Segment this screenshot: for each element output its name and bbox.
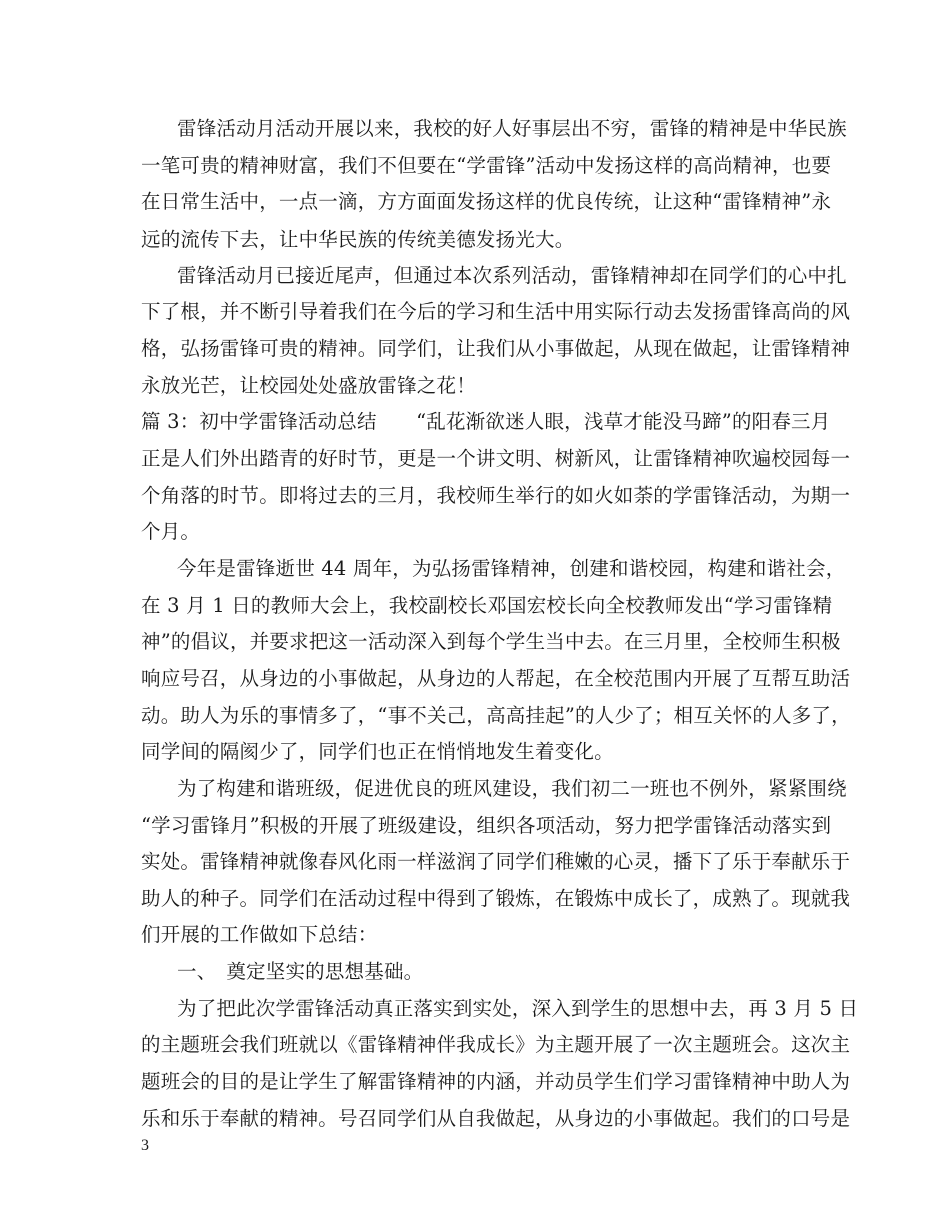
text-line: 同学间的隔阂少了，同学们也正在悄悄地发生着变化。 [141,740,614,763]
text-line: 远的流传下去，让中华民族的传统美德发扬光大。 [141,228,575,251]
text-line: 正是人们外出踏青的好时节，更是一个讲文明、树新风，让雷锋精神吹遍校园每一 [141,447,851,470]
text-line: 助人的种子。同学们在活动过程中得到了锻炼，在锻炼中成长了，成熟了。现就我 [141,887,851,910]
text-line: 个月。 [141,520,201,543]
text-line: 神”的倡议，并要求把这一活动深入到每个学生当中去。在三月里，全校师生积极 [141,630,841,653]
text-line: 乐和乐于奉献的精神。号召同学们从自我做起，从身边的小事做起。我们的口号是 [141,1107,851,1130]
text-line: 雷锋活动月已接近尾声，但通过本次系列活动，雷锋精神却在同学们的心中扎 [177,264,847,287]
text-line: 雷锋活动月活动开展以来，我校的好人好事层出不穷，雷锋的精神是中华民族 [177,117,847,140]
text-line: 在日常生活中，一点一滴，方方面面发扬这样的优良传统，让这种“雷锋精神”永 [141,190,832,213]
text-line: 一笔可贵的精神财富，我们不但要在“学雷锋”活动中发扬这样的高尚精神，也要 [141,154,832,177]
page-number: 3 [141,1137,149,1154]
text-line: 个角落的时节。即将过去的三月，我校师生举行的如火如荼的学雷锋活动，为期一 [141,484,851,507]
section-heading-line: 篇 3：初中学雷锋活动总结 “乱花渐欲迷人眼，浅草才能没马蹄”的阳春三月 [141,410,831,433]
text-line: 下了根，并不断引导着我们在今后的学习和生活中用实际行动去发扬雷锋高尚的风 [141,300,851,323]
text-line: 在 3 月 1 日的教师大会上，我校副校长邓国宏校长向全校教师发出“学习雷锋精 [141,594,833,617]
text-line: 动。助人为乐的事情多了，“事不关己，高高挂起”的人少了；相互关怀的人多了， [141,704,851,727]
text-line: 的主题班会我们班就以《雷锋精神伴我成长》为主题开展了一次主题班会。这次主 [141,1033,851,1056]
text-line: 格，弘扬雷锋可贵的精神。同学们，让我们从小事做起，从现在做起，让雷锋精神 [141,337,851,360]
text-line: 为了把此次学雷锋活动真正落实到实处，深入到学生的思想中去，再 3 月 5 日 [177,997,859,1020]
text-line: 为了构建和谐班级，促进优良的班风建设，我们初二一班也不例外，紧紧围绕 [177,777,847,800]
text-line: “学习雷锋月”积极的开展了班级建设，组织各项活动，努力把学雷锋活动落实到 [141,814,832,837]
text-line: 响应号召，从身边的小事做起，从身边的人帮起，在全校范围内开展了互帮互助活 [141,667,851,690]
text-line: 们开展的工作做如下总结： [141,923,378,946]
text-line: 题班会的目的是让学生了解雷锋精神的内涵，并动员学生们学习雷锋精神中助人为 [141,1070,851,1093]
text-line: 永放光芒，让校园处处盛放雷锋之花！ [141,374,476,397]
text-line: 实处。雷锋精神就像春风化雨一样滋润了同学们稚嫩的心灵，播下了乐于奉献乐于 [141,850,851,873]
subheading-line: 一、 奠定坚实的思想基础。 [177,960,424,983]
text-line: 今年是雷锋逝世 44 周年，为弘扬雷锋精神，创建和谐校园，构建和谐社会， [177,557,846,580]
